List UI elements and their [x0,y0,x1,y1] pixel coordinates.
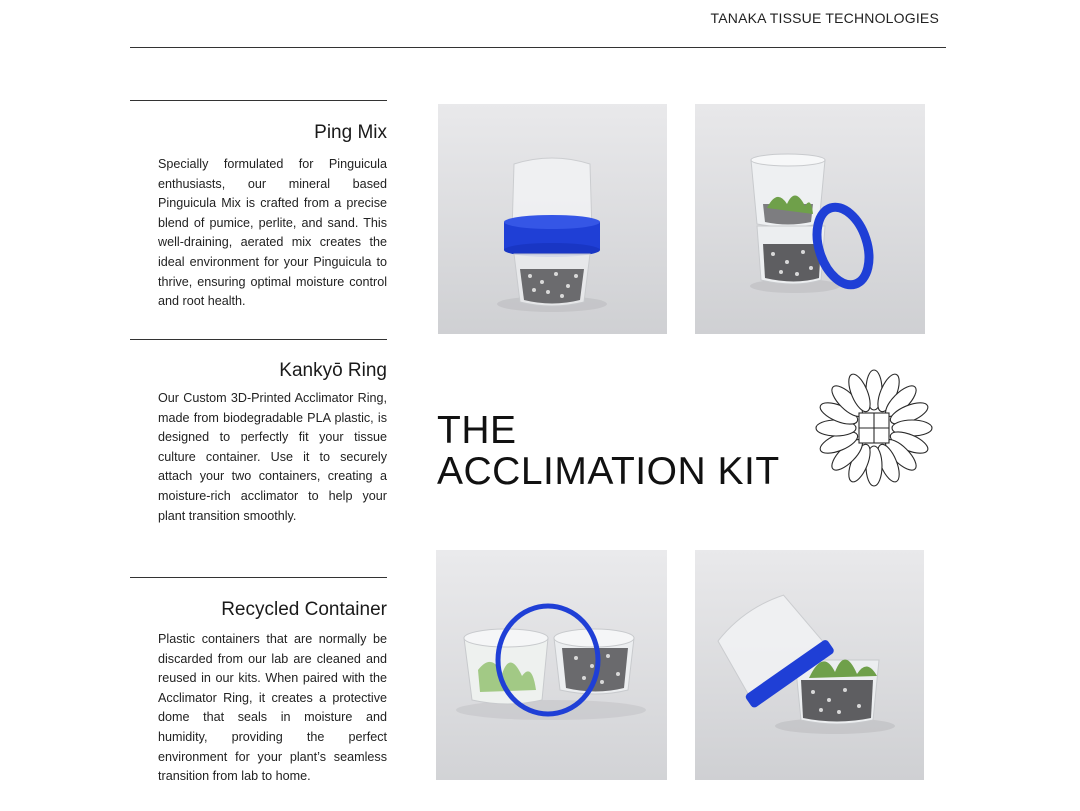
brand-name: TANAKA TISSUE TECHNOLOGIES [710,10,939,26]
section-divider [130,339,387,340]
kit-title-line-2: ACCLIMATION KIT [437,450,780,493]
section-ping-mix [130,100,387,312]
kit-title-line-1: THE [437,409,517,452]
dome-on-container-photo [695,550,924,780]
section-title: Recycled Container [221,599,387,620]
section-divider [130,577,387,578]
section-body: Our Custom 3D-Printed Acclimator Ring, made from biodegradable PLA plastic, is designed to perfectly fit your tissue culture container. Use it to securely attach your two containers, creating a moisture-rich acclimator to help your plant transition smoothly. [158,391,387,523]
section-title: Ping Mix [314,122,387,143]
section-body: Plastic containers that are normally be discarded from our lab are cleaned and reused in our kits. When paired with the Acclimator Ring, it creates a protective dome that seals in moisture and humidity, providing the perfect environment for your plant’s seamless transition from lab to home. [158,632,387,784]
section-title: Kankyō Ring [279,360,387,381]
section-divider [130,100,387,101]
header-divider [130,47,946,48]
section-body: Specially formulated for Pinguicula enthusiasts, our mineral based Pinguicula Mix is crafted from a precise blend of pumice, perlite, and sand. This well-draining, aerated mix creates the ideal environment for your Pinguicula to thrive, ensuring optimal moisture control and root health. [158,157,387,309]
kit-title [437,410,780,492]
section-recycled-container [130,577,387,787]
stacked-containers-photo [695,104,925,334]
flower-logo-icon [814,368,934,488]
assembled-kit-photo [438,104,667,334]
section-kankyo-ring [130,339,387,526]
ring-over-containers-photo [436,550,667,780]
